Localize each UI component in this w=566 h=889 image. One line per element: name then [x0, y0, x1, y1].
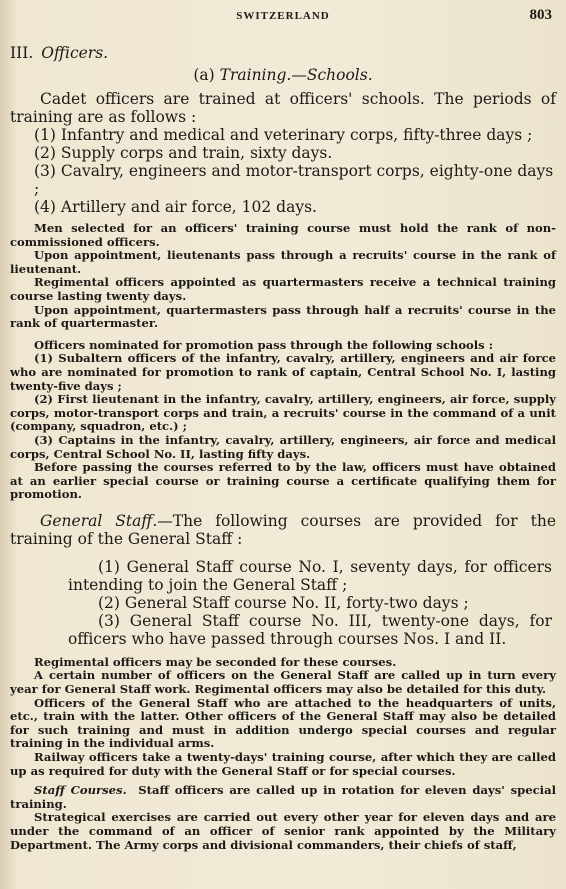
- general-staff-course-item: (1) General Staff course No. I, seventy days, for officers intending to join the General Staff ;: [68, 557, 552, 594]
- staff-courses-text: Staff officers are called up in rotation for eleven days' special training.: [10, 783, 556, 811]
- general-staff-note: Regimental officers may be seconded for these courses.: [34, 654, 397, 669]
- page-body: [10, 44, 556, 852]
- general-staff-course-item: (3) General Staff course No. III, twenty-one days, for officers who have passed through courses Nos. I and II.: [68, 611, 552, 648]
- general-staff-note: A certain number of officers on the General Staff are called up in turn every year for General Staff work. Regimental officers may also be detailed for this duty.: [10, 668, 556, 697]
- section-number: III.: [10, 44, 34, 62]
- general-staff-note: Railway officers take a twenty-days' training course, after which they are called up as required for duty with the General Staff or for special courses.: [10, 750, 556, 778]
- training-heading-title: Training.—Schools.: [219, 66, 373, 84]
- training-heading-prefix: (a): [193, 66, 215, 84]
- section-heading: [10, 44, 556, 62]
- section-title: Officers.: [41, 44, 109, 62]
- general-staff-note: Officers of the General Staff who are attached to the headquarters of units, etc., train with the latter. Other officers of the General Staff may also be detailed for such training and must in addition undergo special courses and regular training in the individual arms.: [10, 695, 556, 751]
- general-staff-intro-text: —The following courses are provided for the training of the General Staff :: [10, 511, 556, 548]
- training-periods-list: [10, 126, 556, 216]
- running-title: SWITZERLAND: [236, 10, 330, 22]
- training-period-item: (3) Cavalry, engineers and motor-transport corps, eighty-one days ;: [34, 162, 554, 198]
- general-staff-course-item: (2) General Staff course No. II, forty-two days ;: [98, 593, 469, 612]
- training-heading: [10, 66, 556, 84]
- training-note: Men selected for an officers' training course must hold the rank of non-commissioned officers.: [10, 221, 556, 249]
- training-period-item: (2) Supply corps and train, sixty days.: [34, 144, 333, 162]
- general-staff-courses-list: [68, 558, 552, 648]
- page-number: 803: [529, 7, 552, 23]
- general-staff-intro: [10, 512, 556, 548]
- training-period-item: (1) Infantry and medical and veterinary corps, fifty-three days ;: [34, 126, 533, 144]
- staff-courses-paragraph: [10, 784, 556, 811]
- training-note: Upon appointment, lieutenants pass through a recruits' course in the rank of lieutenant.: [10, 248, 556, 276]
- promotion-school-item: (1) Subaltern officers of the infantry, cavalry, artillery, engineers and air force who are nominated for promotion to rank of captain, Central School No. I, lasting twenty-five days ;: [10, 351, 556, 393]
- training-period-item: (4) Artillery and air force, 102 days.: [34, 198, 317, 216]
- promotion-school-item: (3) Captains in the infantry, cavalry, artillery, engineers, air force and medical corps, Central School No. II, lasting fifty days.: [10, 432, 556, 461]
- training-note: Upon appointment, quartermasters pass through half a recruits' course in the rank of quartermaster.: [10, 302, 556, 331]
- page-header: [0, 6, 566, 26]
- promotion-school-item: (2) First lieutenant in the infantry, cavalry, artillery, engineers, air force, supply corps, motor-transport corps and train, a recruits' course in the command of a unit (company, squadron, etc.) ;: [10, 392, 556, 434]
- strategical-exercises-paragraph: Strategical exercises are carried out every other year for eleven days and are under the command of an officer of senior rank appointed by the Military Department. The Army corps and divisional commanders, their chiefs of staff,: [10, 810, 556, 852]
- training-note: Regimental officers appointed as quartermasters receive a technical training course lasting twenty days.: [10, 275, 556, 303]
- training-intro: Cadet officers are trained at officers' schools. The periods of training are as follows :: [10, 90, 556, 126]
- promotion-note: Before passing the courses referred to by the law, officers must have obtained at an earlier special course or training course a certificate qualifying them for promotion.: [10, 460, 556, 502]
- promotion-intro: Officers nominated for promotion pass through the following schools :: [34, 337, 494, 352]
- staff-courses-label: Staff Courses.: [34, 783, 127, 798]
- general-staff-label: General Staff.: [40, 511, 158, 530]
